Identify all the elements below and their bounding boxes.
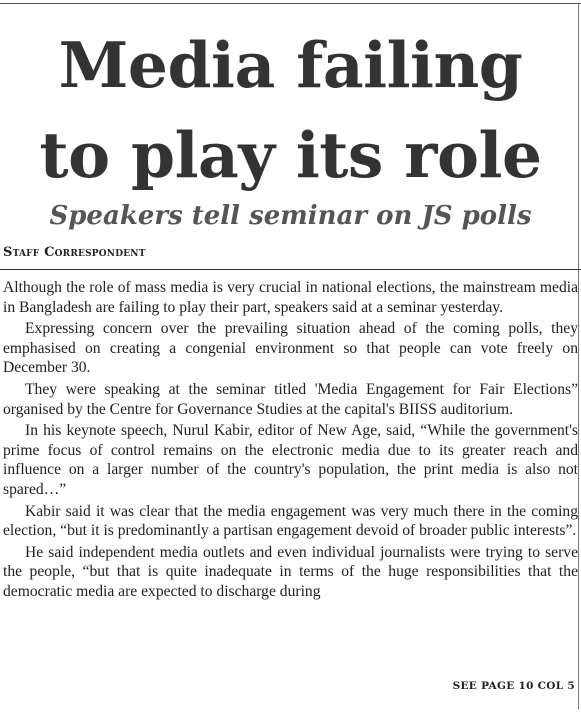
headline: [0, 20, 581, 200]
headline-line-2: to play its role: [39, 118, 542, 192]
paragraph-4: In his keynote speech, Nurul Kabir, editor of New Age, said, “While the government's prime focus of control remains on the electronic media due to its greater reach and influence on a larger number of the country's population, the print media is also not spared…”: [3, 422, 578, 498]
paragraph-3: They were speaking at the seminar titled 'Media Engagement for Fair Elections” organised by the Centre for Governance Studies at the capital's BIISS auditorium.: [3, 380, 578, 418]
headline-line-1: Media failing: [58, 28, 523, 102]
paragraph-1: Although the role of mass media is very crucial in national elections, the mainstream media in Bangladesh are failing to play their part, speakers said at a seminar yesterday.: [3, 279, 578, 316]
byline-divider: [0, 269, 581, 270]
paragraph-6: He said independent media outlets and even individual journalists were trying to serve the people, “but that is quite inadequate in terms of the huge responsibilities that the democratic media are expected to discharge during: [3, 543, 578, 600]
continued-on-page: SEE PAGE 10 COL 5: [452, 680, 575, 692]
article-body: [3, 278, 578, 604]
subheadline: Speakers tell seminar on JS polls: [49, 201, 532, 231]
paragraph-5: Kabir said it was clear that the media engagement was very much there in the coming election, “but it is predominantly a partisan engagement devoid of broader public interests”.: [3, 502, 578, 540]
byline: Staff Correspondent: [3, 245, 146, 260]
top-border: [0, 3, 581, 4]
paragraph-2: Expressing concern over the prevailing situation ahead of the coming polls, they emphasised on creating a congenial environment so that people can vote freely on December 30.: [3, 320, 578, 377]
